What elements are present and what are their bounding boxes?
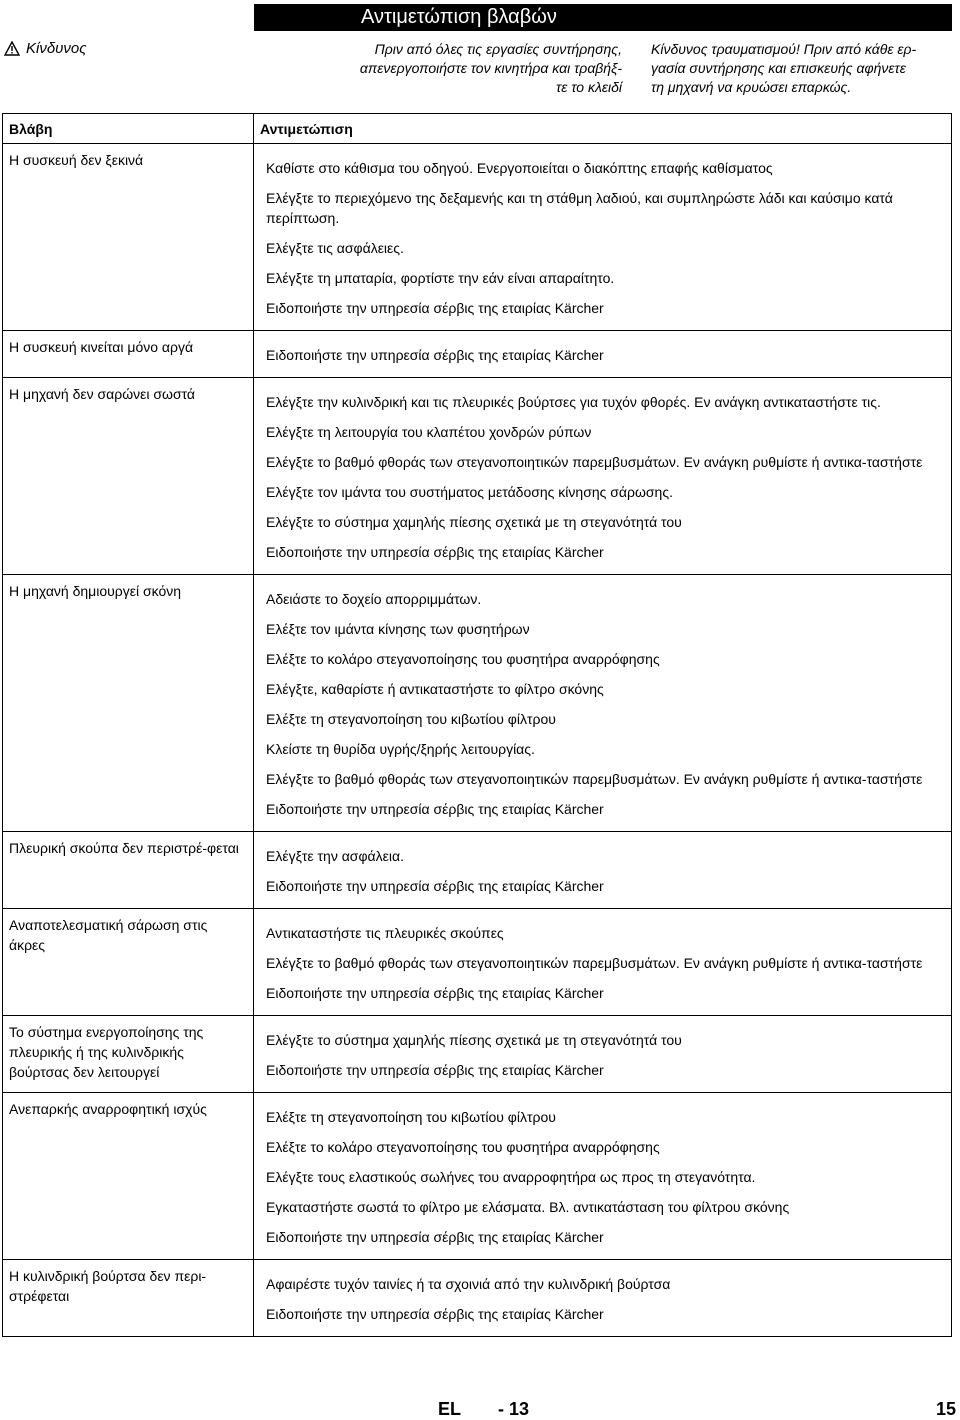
remedy-item: Ελέξτε τη στεγανοποίηση του κιβωτίου φίλτρου	[266, 1109, 556, 1125]
remedy-item: Ελέγξτε το βαθμό φθοράς των στεγανοποιητικών παρεμβυσμάτων. Εν ανάγκη ρυθμίστε ή αντικα-ταστήστε	[266, 454, 923, 470]
fault-cell: Η μηχανή δεν σαρώνει σωστά	[3, 378, 254, 575]
table-row	[3, 144, 952, 331]
fault-cell: Η συσκευή δεν ξεκινά	[3, 144, 254, 331]
fault-column-header: Βλάβη	[3, 114, 254, 144]
remedy-cell	[254, 1260, 952, 1337]
remedy-item: Ειδοποιήστε την υπηρεσία σέρβις της εταιρίας Kärcher	[266, 1062, 604, 1078]
remedy-item: Ελέγξτε το σύστημα χαμηλής πίεσης σχετικά με τη στεγανότητά του	[266, 514, 682, 530]
danger-text: Κίνδυνος	[26, 40, 87, 57]
troubleshooting-table	[2, 113, 952, 1337]
remedy-item: Ελέγξτε τη λειτουργία του κλαπέτου χονδρών ρύπων	[266, 424, 592, 440]
footer-local-page: - 13	[498, 1399, 530, 1419]
remedy-item: Κλείστε τη θυρίδα υγρής/ξηρής λειτουργίας.	[266, 741, 535, 757]
remedy-item: Ελέξτε τη στεγανοποίηση του κιβωτίου φίλτρου	[266, 711, 556, 727]
remedy-cell	[254, 331, 952, 378]
footer-page-number: 15	[936, 1399, 957, 1419]
footer-language: EL	[438, 1399, 462, 1419]
remedy-item: Ειδοποιήστε την υπηρεσία σέρβις της εταιρίας Kärcher	[266, 1306, 604, 1322]
remedy-item: Ειδοποιήστε την υπηρεσία σέρβις της εταιρίας Kärcher	[266, 1229, 604, 1245]
remedy-cell	[254, 1093, 952, 1260]
remedy-item: Ειδοποιήστε την υπηρεσία σέρβις της εταιρίας Kärcher	[266, 544, 604, 560]
remedy-item: Ειδοποιήστε την υπηρεσία σέρβις της εταιρίας Kärcher	[266, 300, 604, 316]
remedy-cell	[254, 909, 952, 1016]
remedy-cell	[254, 378, 952, 575]
warning-triangle-icon	[4, 41, 20, 56]
table-row	[3, 378, 952, 575]
fault-cell: Η συσκευή κινείται μόνο αργά	[3, 331, 254, 378]
fault-cell: Η κυλινδρική βούρτσα δεν περι-στρέφεται	[3, 1260, 254, 1337]
remedy-item: Ελέγξτε το βαθμό φθοράς των στεγανοποιητικών παρεμβυσμάτων. Εν ανάγκη ρυθμίστε ή αντικα-ταστήστε	[266, 771, 923, 787]
fault-cell: Ανεπαρκής αναρροφητική ισχύς	[3, 1093, 254, 1260]
fault-cell: Η μηχανή δημιουργεί σκόνη	[3, 575, 254, 832]
table-row	[3, 575, 952, 832]
remedy-item: Ελέξτε το κολάρο στεγανοποίησης του φυσητήρα αναρρόφησης	[266, 1139, 660, 1155]
fault-cell: Το σύστημα ενεργοποίησης της πλευρικής ή της κυλινδρικής βούρτσας δεν λειτουργεί	[3, 1016, 254, 1093]
table-row	[3, 832, 952, 909]
remedy-column-header: Αντιμετώπιση	[254, 114, 952, 144]
remedy-item: Ειδοποιήστε την υπηρεσία σέρβις της εταιρίας Kärcher	[266, 985, 604, 1001]
table-row	[3, 331, 952, 378]
remedy-item: Ελέγξτε τις ασφάλειες.	[266, 240, 404, 256]
remedy-item: Καθίστε στο κάθισμα του οδηγού. Ενεργοποιείται ο διακόπτης επαφής καθίσματος	[266, 160, 773, 176]
remedy-item: Αφαιρέστε τυχόν ταινίες ή τα σχοινιά από την κυλινδρική βούρτσα	[266, 1276, 671, 1292]
remedy-item: Ελέξτε το κολάρο στεγανοποίησης του φυσητήρα αναρρόφησης	[266, 651, 660, 667]
intro-right-line: Κίνδυνος τραυματισμού! Πριν από κάθε ερ-	[651, 41, 917, 57]
fault-cell: Πλευρική σκούπα δεν περιστρέ-φεται	[3, 832, 254, 909]
fault-cell: Αναποτελεσματική σάρωση στις άκρες	[3, 909, 254, 1016]
remedy-item: Αντικαταστήστε τις πλευρικές σκούπες	[266, 925, 504, 941]
danger-label	[4, 40, 244, 57]
remedy-item: Ελέγξτε τη μπαταρία, φορτίστε την εάν είναι απαραίτητο.	[266, 270, 615, 286]
section-title: Αντιμετώπιση βλαβών	[254, 4, 952, 31]
table-row	[3, 1093, 952, 1260]
remedy-item: Ελέξτε τον ιμάντα κίνησης των φυσητήρων	[266, 621, 530, 637]
table-header-row	[3, 114, 952, 144]
intro-right-line: γασία συντήρησης και επισκευής αφήνετε	[651, 60, 906, 76]
remedy-item: Ελέγξτε το περιεχόμενο της δεξαμενής και τη στάθμη λαδιού, και συμπληρώστε λάδι και καύσιμο κατά περίπτωση.	[266, 190, 893, 226]
remedy-cell	[254, 144, 952, 331]
remedy-cell	[254, 832, 952, 909]
remedy-cell	[254, 1016, 952, 1093]
table-row	[3, 909, 952, 1016]
table-row	[3, 1260, 952, 1337]
remedy-item: Αδειάστε το δοχείο απορριμμάτων.	[266, 591, 482, 607]
remedy-item: Ελέγξτε το σύστημα χαμηλής πίεσης σχετικά με τη στεγανότητά του	[266, 1032, 682, 1048]
table-body	[3, 144, 952, 1337]
remedy-cell	[254, 575, 952, 832]
remedy-item: Ειδοποιήστε την υπηρεσία σέρβις της εταιρίας Kärcher	[266, 347, 604, 363]
danger-intro-middle	[322, 40, 622, 97]
remedy-item: Εγκαταστήστε σωστά το φίλτρο με ελάσματα. Βλ. αντικατάσταση του φίλτρου σκόνης	[266, 1199, 790, 1215]
intro-middle-line: απενεργοποιήστε τον κινητήρα και τραβήξ-	[359, 60, 622, 76]
remedy-item: Ελέγξτε την ασφάλεια.	[266, 848, 404, 864]
table-row	[3, 1016, 952, 1093]
intro-right-line: τη μηχανή να κρυώσει επαρκώς.	[651, 79, 852, 95]
remedy-item: Ελέγξτε, καθαρίστε ή αντικαταστήστε το φίλτρο σκόνης	[266, 681, 604, 697]
remedy-item: Ελέγξτε τους ελαστικούς σωλήνες του αναρροφητήρα ως προς τη στεγανότητα.	[266, 1169, 756, 1185]
remedy-item: Ελέγξτε το βαθμό φθοράς των στεγανοποιητικών παρεμβυσμάτων. Εν ανάγκη ρυθμίστε ή αντικα-ταστήστε	[266, 955, 923, 971]
remedy-item: Ελέγξτε τον ιμάντα του συστήματος μετάδοσης κίνησης σάρωσης.	[266, 484, 673, 500]
danger-intro-right	[651, 40, 951, 97]
remedy-item: Ειδοποιήστε την υπηρεσία σέρβις της εταιρίας Kärcher	[266, 801, 604, 817]
remedy-item: Ειδοποιήστε την υπηρεσία σέρβις της εταιρίας Kärcher	[266, 878, 604, 894]
remedy-item: Ελέγξτε την κυλινδρική και τις πλευρικές βούρτσες για τυχόν φθορές. Εν ανάγκη αντικαταστήστε τις.	[266, 394, 881, 410]
intro-middle-line: τε το κλειδί	[555, 79, 622, 95]
intro-middle-line: Πριν από όλες τις εργασίες συντήρησης,	[374, 41, 622, 57]
